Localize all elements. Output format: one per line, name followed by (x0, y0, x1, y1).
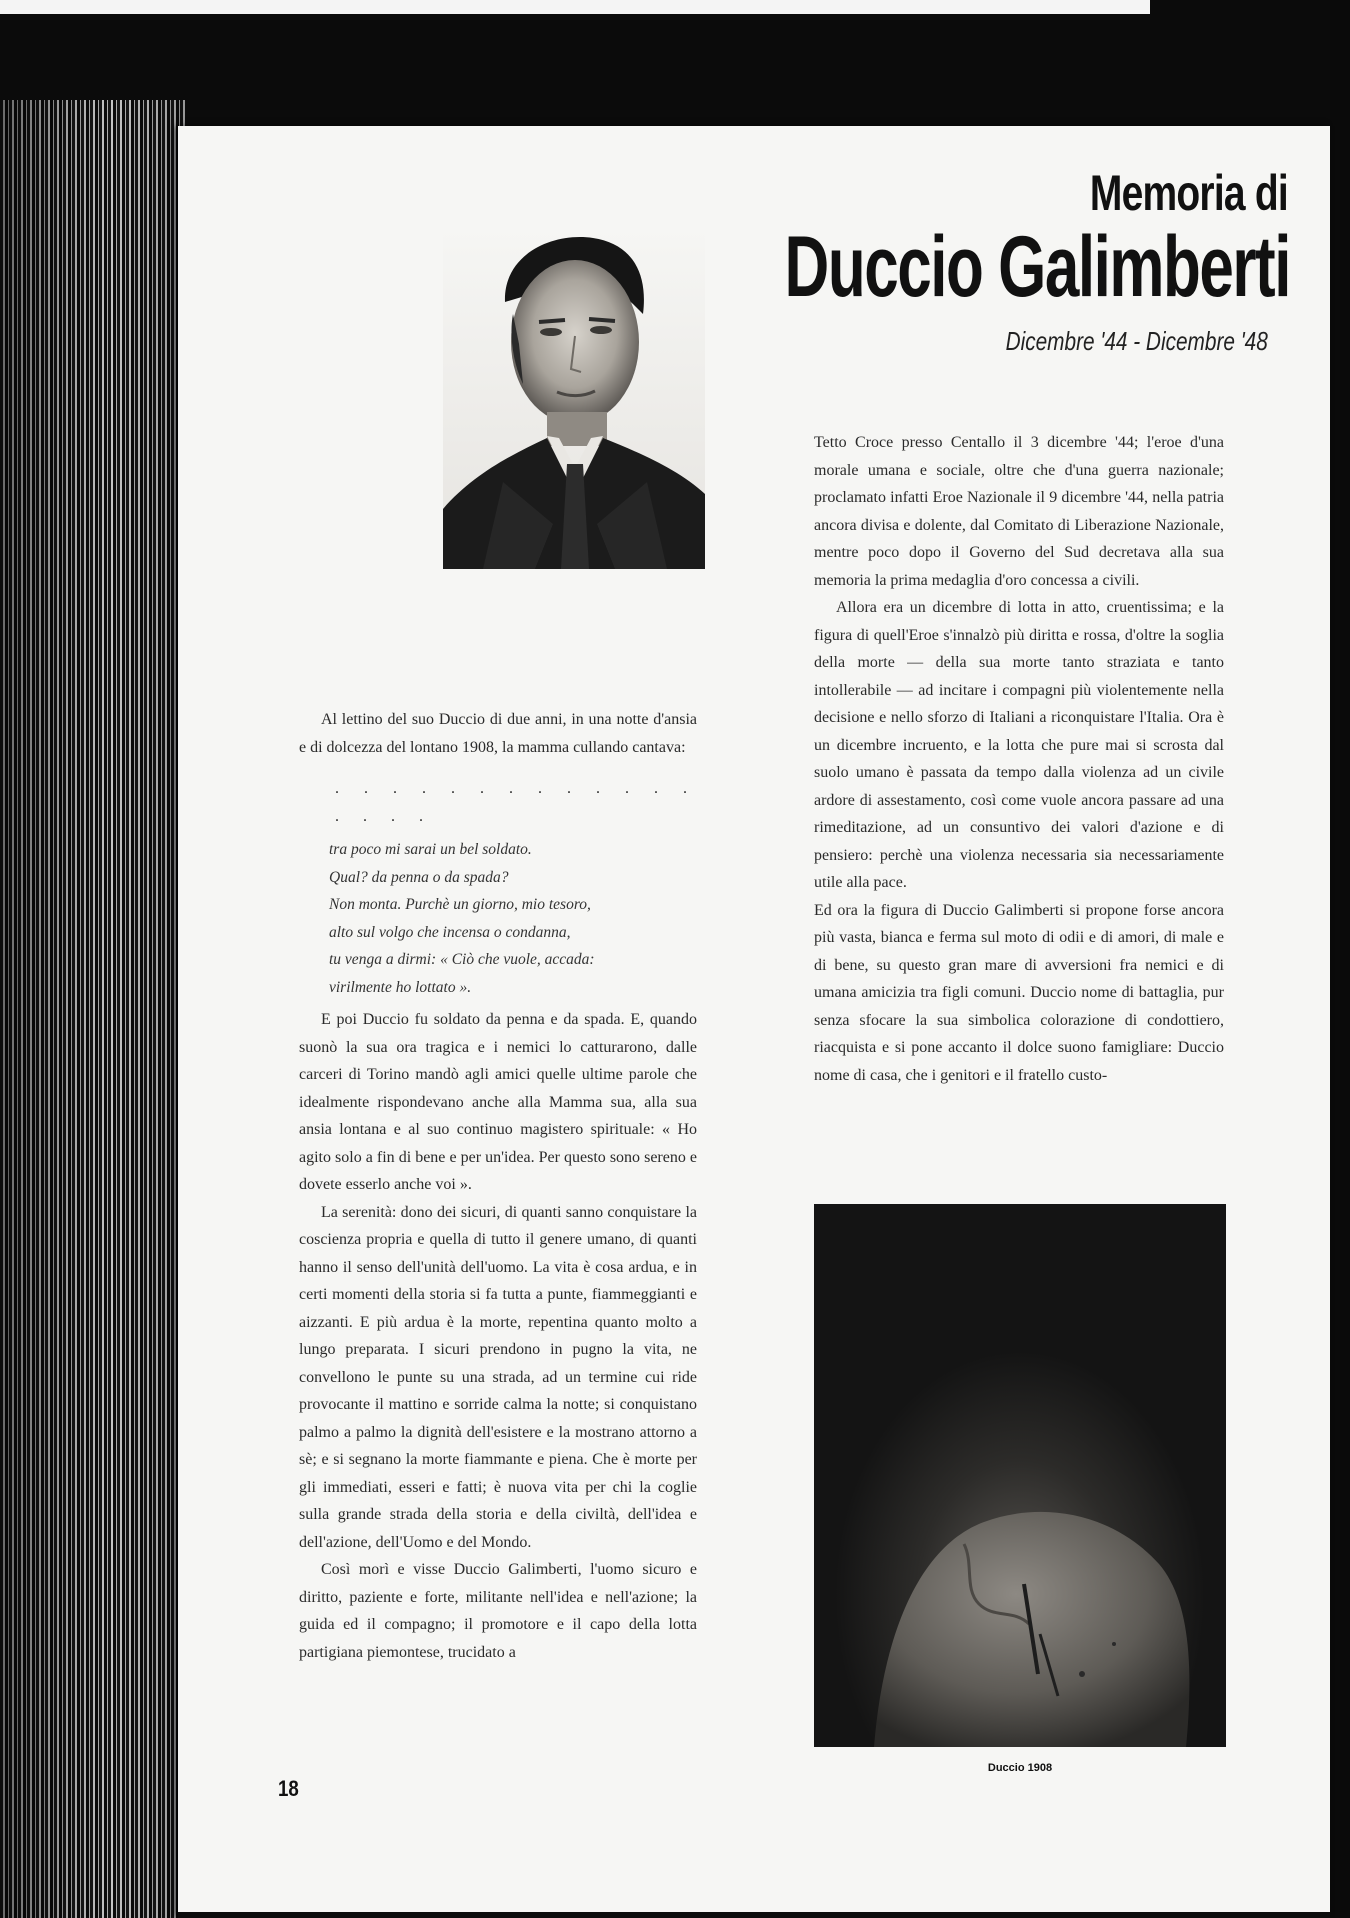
scan-background-right (1330, 0, 1350, 1918)
child-photo (814, 1204, 1226, 1747)
poem-line: tu venga a dirmi: « Ciò che vuole, accada: (329, 951, 595, 968)
child-photo-image (814, 1204, 1226, 1747)
book-page-edges-shade (0, 100, 185, 1918)
intro-block (299, 706, 697, 1001)
intro-paragraph: Al lettino del suo Duccio di due anni, in una notte d'ansia e di dolcezza del lontano 1908, la mamma cullando cantava: (299, 711, 697, 756)
poem-line: Qual? da penna o da spada? (329, 868, 509, 886)
body-paragraph: E poi Duccio fu soldato da penna e da spada. E, quando suonò la sua ora tragica e i nemici lo catturarono, dalle carceri di Torino mandò agli amici quelle ultime parole che idealmente rispondevano anche alla Mamma sua, alla sua ansia lontana e al suo continuo magistero spirituale: « Ho agito solo a fin di bene e per un'idea. Per questo sono sereno e dovete esserlo anche voi ». (299, 1011, 697, 1193)
portrait-photo (443, 224, 705, 569)
body-paragraph: La serenità: dono dei sicuri, di quanti sanno conquistare la coscienza propria e quella di tutto il genere umano, di quanti hanno il senso dell'unità dell'uomo. La vita è cosa ardua, e in certi momenti della storia si fa tutta a punte, fiammeggianti e aizzanti. E più ardua è la morte, repentina quanto molto a lungo preparata. I sicuri prendono in pugno la vita, ne convellono le punte su una strada, ad un termine cui ride provocante il mattino e sorride calma la notte; si conquistano palmo a palmo la dignità dell'esistere e la mostrano attorno a sè; e si segnano la morte fiammante e piena. Che è morte per gli immediati, esseri e fatti; è nuova vita per chi la coglie sulla grande strada della storia e della civiltà, dell'idea e dell'azione, dell'Uomo e del Mondo. (299, 1203, 697, 1551)
title-dates: Dicembre '44 - Dicembre '48 (1005, 326, 1268, 356)
magazine-page (178, 126, 1330, 1918)
poem-line: tra poco mi sarai un bel soldato. (329, 841, 532, 858)
left-column (299, 1006, 697, 1666)
portrait-image (443, 224, 705, 569)
poem-line: alto sul volgo che incensa o condanna, (329, 923, 571, 941)
body-paragraph: Così morì e visse Duccio Galimberti, l'uomo sicuro e diritto, paziente e forte, militante nell'idea e nell'azione; la guida ed il compagno; il promotore e il capo della lotta partigiana piemontese, trucidato a (299, 1561, 697, 1661)
poem-ellipsis: . . . . . . . . . . . . . . . . . (335, 780, 697, 825)
poem-line: Non monta. Purchè un giorno, mio tesoro, (329, 896, 591, 913)
scan-background-top (0, 0, 1350, 128)
photo-caption: Duccio 1908 (987, 1762, 1053, 1774)
body-paragraph: Ed ora la figura di Duccio Galimberti si propone forse ancora più vasta, bianca e ferma sul moto di odii e di amori, di male e di bene, su questo gran mare di avversioni fra nemici e di umana amicizia tra figli comuni. Duccio nome di battaglia, pur senza sfocare la sua simbolica colorazione di condottiero, riacquista e si pone accanto il dolce suono famigliare: Duccio nome di casa, che i genitori e il fratello custo- (814, 901, 1224, 1084)
body-paragraph: Allora era un dicembre di lotta in atto, cruentissima; e la figura di quell'Eroe s'innalzò più diritta e rossa, d'oltre la soglia della morte — della sua morte tanto straziata e tanto intollerabile — ad incitare i compagni più violentemente nella decisione e nello sforzo di Italiani a riconquistare l'Italia. Ora è un dicembre incruento, e la lotta che pure mai si scrosta dal suolo umano è passata da tempo dalla violenza ad un civile ardore di assestamento, così come vuole ancora passare ad una rimeditazione, ad un consuntivo dei valori d'azione e di pensiero: perchè una violenza necessaria sia necessariamente utile alla pace. (814, 599, 1224, 891)
scan-edge-strip (0, 0, 1150, 14)
page-title: Duccio Galimberti (784, 219, 1290, 315)
lullaby-poem (329, 836, 697, 1001)
body-paragraph: Tetto Croce presso Centallo il 3 dicembre '44; l'eroe d'una morale umana e sociale, oltre che d'una guerra nazionale; proclamato infatti Eroe Nazionale il 9 dicembre '44, nella patria ancora divisa e dolente, dal Comitato di Liberazione Nazionale, mentre poco dopo il Governo del Sud decretava alla sua memoria la prima medaglia d'oro concessa a civili. (814, 434, 1224, 589)
poem-line: virilmente ho lottato ». (329, 978, 472, 996)
title-kicker: Memoria di (1089, 165, 1288, 221)
scan-bottom-strip (178, 1912, 1330, 1918)
right-column (814, 429, 1224, 1089)
page-number: 18 (278, 1776, 299, 1801)
